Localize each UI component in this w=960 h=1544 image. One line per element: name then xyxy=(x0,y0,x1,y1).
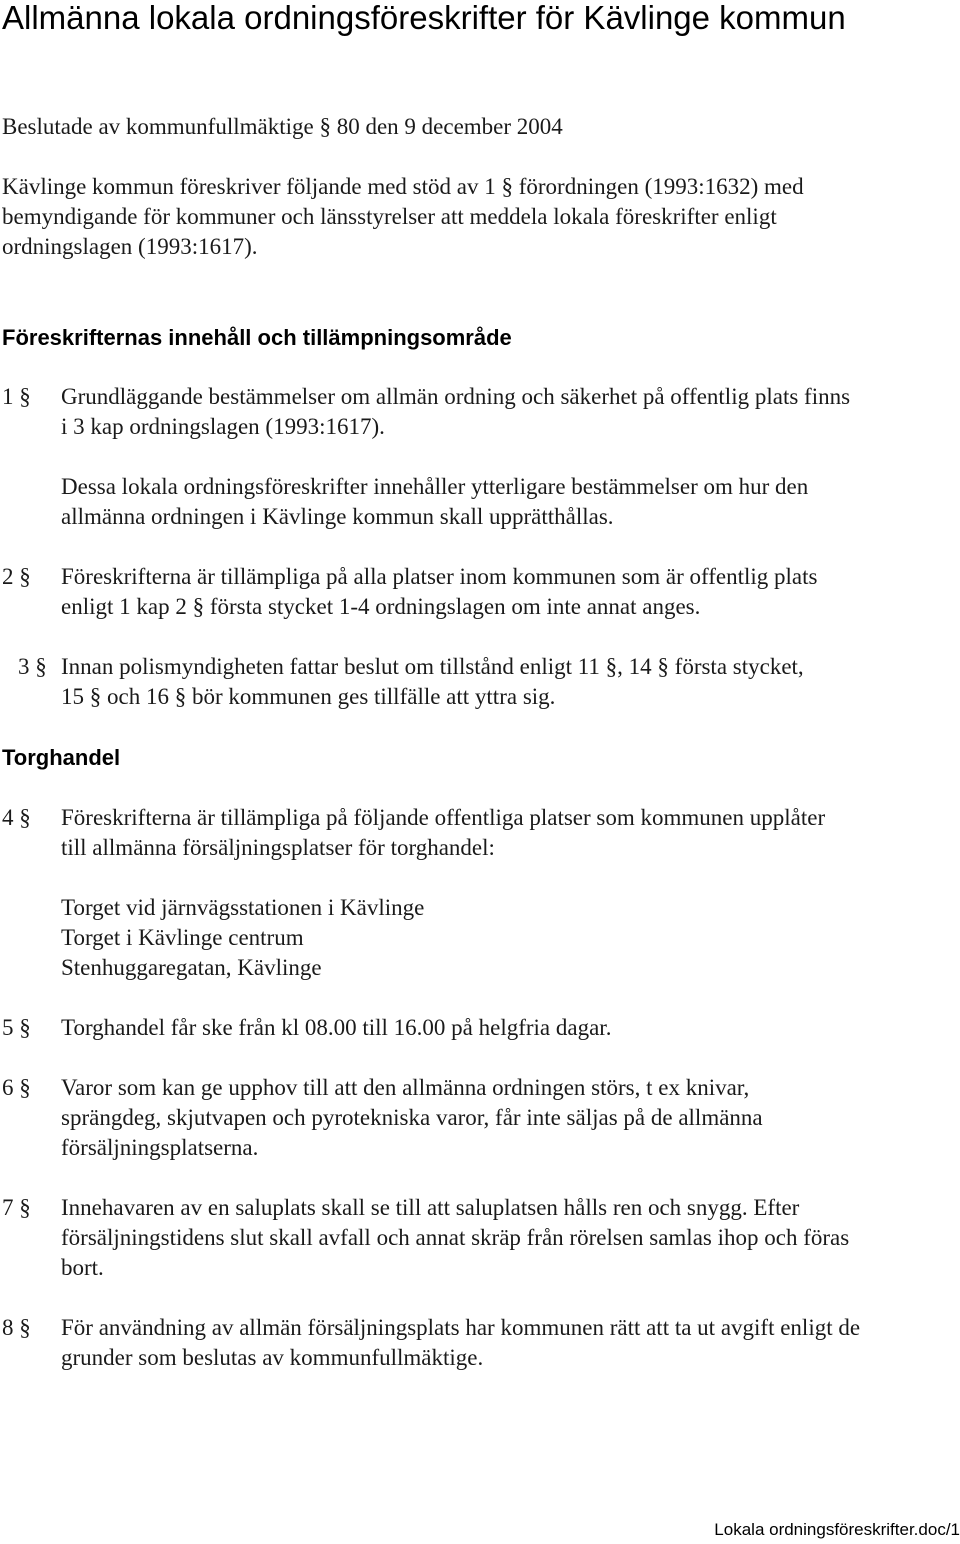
paragraph-number-5: 5 § xyxy=(2,1015,31,1040)
paragraph-text-5: Torghandel får ske från kl 08.00 till 16.00 på helgfria dagar. xyxy=(61,1015,612,1040)
paragraph-number-7: 7 § xyxy=(2,1195,31,1220)
paragraph-text-1: Grundläggande bestämmelser om allmän ordning och säkerhet på offentlig plats finns i 3 kap ordningslagen (1993:1617). xyxy=(61,384,851,439)
paragraph-number-6: 6 § xyxy=(2,1075,31,1100)
paragraph-number-4: 4 § xyxy=(2,805,31,830)
paragraph-text-8: För användning av allmän försäljningsplats har kommunen rätt att ta ut avgift enligt de grunder som beslutas av kommunfullmäktige. xyxy=(61,1315,861,1370)
paragraph-number-3: 3 § xyxy=(18,654,47,679)
decision-line: Beslutade av kommunfullmäktige § 80 den 9 december 2004 xyxy=(2,114,563,139)
paragraph-number-1: 1 § xyxy=(2,384,31,409)
paragraph-text-1-continuation: Dessa lokala ordningsföreskrifter innehåller ytterligare bestämmelser om hur den allmänna ordningen i Kävlinge kommun skall upprätthållas. xyxy=(61,474,809,529)
paragraph-text-2: Föreskrifterna är tillämpliga på alla platser inom kommunen som är offentlig plats enligt 1 kap 2 § första stycket 1-4 ordningslagen om inte annat anges. xyxy=(61,564,818,619)
place-item: Torget i Kävlinge centrum xyxy=(61,925,304,950)
paragraph-text-4: Föreskrifterna är tillämpliga på följande offentliga platser som kommunen upplåter till allmänna försäljningsplatser för torghandel: xyxy=(61,805,826,860)
place-item: Stenhuggaregatan, Kävlinge xyxy=(61,955,322,980)
section-heading-scope: Föreskrifternas innehåll och tillämpningsområde xyxy=(2,325,512,350)
paragraph-text-3: Innan polismyndigheten fattar beslut om tillstånd enligt 11 §, 14 § första stycket, 15 § och 16 § bör kommunen ges tillfälle att yttra sig. xyxy=(61,654,804,709)
section-heading-torghandel: Torghandel xyxy=(2,745,121,770)
paragraph-number-2: 2 § xyxy=(2,564,31,589)
paragraph-number-8: 8 § xyxy=(2,1315,31,1340)
intro-paragraph: Kävlinge kommun föreskriver följande med stöd av 1 § förordningen (1993:1632) med bemyndigande för kommuner och länsstyrelser att meddela lokala föreskrifter enligt ordningslagen (1993:1617). xyxy=(2,174,804,259)
paragraph-text-7: Innehavaren av en saluplats skall se till att saluplatsen hålls ren och snygg. Efter försäljningstidens slut skall avfall och annat skräp från rörelsen samlas ihop och föras bort. xyxy=(61,1195,850,1280)
places-list xyxy=(61,893,941,983)
page-footer: Lokala ordningsföreskrifter.doc/1 xyxy=(714,1520,960,1539)
paragraph-text-6: Varor som kan ge upphov till att den allmänna ordningen störs, t ex knivar, sprängdeg, skjutvapen och pyrotekniska varor, får inte säljas på de allmänna försäljningsplatserna. xyxy=(61,1075,763,1160)
place-item: Torget vid järnvägsstationen i Kävlinge xyxy=(61,895,425,920)
document-title: Allmänna lokala ordningsföreskrifter för Kävlinge kommun xyxy=(2,0,846,36)
